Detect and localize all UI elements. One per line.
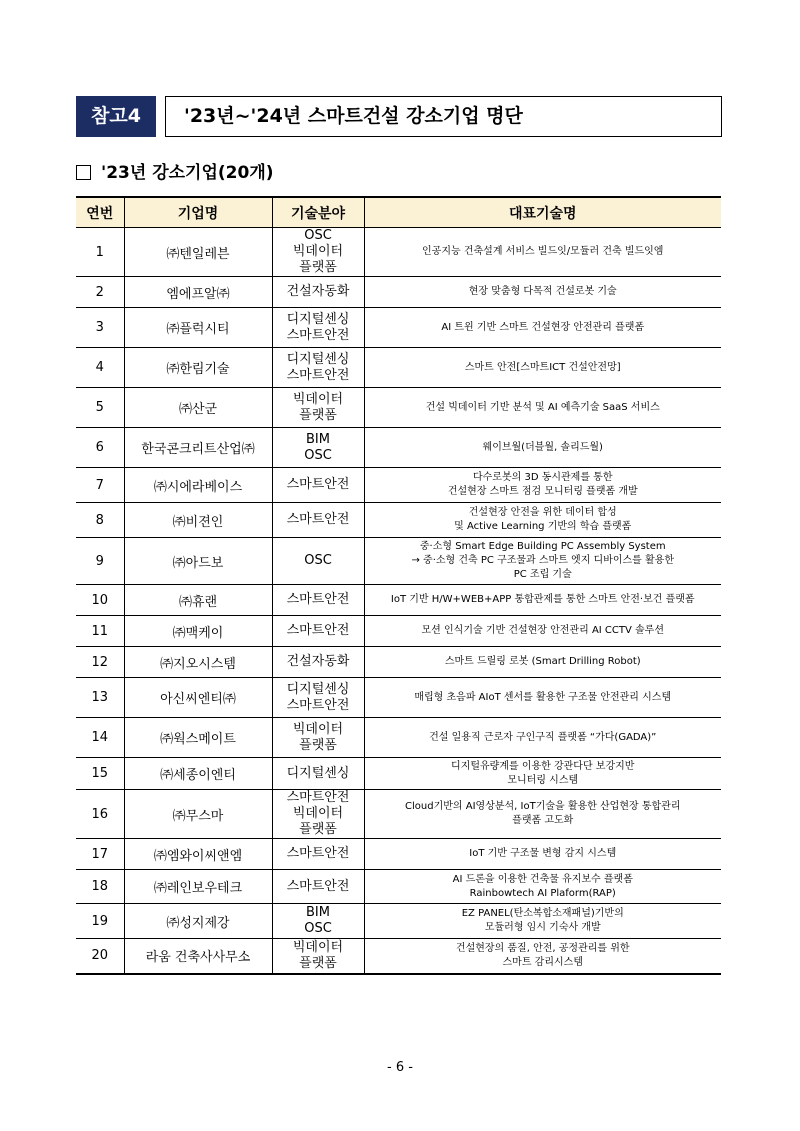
tech-name-cell [364,428,721,468]
tech-field: 스마트안전 [286,697,350,713]
tech-field: 빅데이터 [292,391,344,407]
row-number: 13 [76,678,124,718]
tech-name-cell [364,308,721,348]
tech-name-line: IoT 기반 구조물 변형 감지 시스템 [469,848,617,859]
tech-field-cell [272,904,364,939]
table-row [76,538,721,585]
tech-name-cell [364,585,721,616]
tech-field: 스마트안전 [286,512,350,527]
tech-field-cell [272,308,364,348]
tech-name-line: PC 조립 기술 [513,569,572,580]
tech-name-cell [364,348,721,388]
header-no: 연번 [76,197,124,228]
row-number: 16 [76,790,124,839]
tech-field: 디지털센싱 [286,351,350,367]
tech-field: 플랫폼 [299,822,337,837]
tech-field: 빅데이터 [292,721,344,737]
row-number: 9 [76,538,124,585]
tech-name-line: 스마트 안전[스마트ICT 건설안전망] [464,361,621,373]
company-name: ㈜엠와이씨앤엠 [124,839,272,870]
row-number: 6 [76,428,124,468]
tech-field: 플랫폼 [299,955,337,971]
table-row [76,503,721,538]
tech-name-line: 매립형 초음파 AIoT 센서를 활용한 구조물 안전관리 시스템 [414,691,672,703]
tech-field-cell [272,678,364,718]
company-name: ㈜지오시스템 [124,647,272,678]
row-number: 7 [76,468,124,503]
tech-field: 디지털센싱 [286,765,350,781]
tech-field: OSC [304,921,332,936]
tech-name-line: 웨이브월(더블월, 솔리드월) [482,441,603,453]
tech-field: 빅데이터 [292,806,344,821]
company-name: ㈜맥케이 [124,616,272,647]
row-number: 14 [76,718,124,758]
tech-name-cell [364,758,721,790]
section-heading [76,158,274,183]
header-company: 기업명 [124,197,272,228]
tech-name-cell [364,388,721,428]
tech-name-cell [364,678,721,718]
company-table [76,196,721,975]
table-row [76,308,721,348]
row-number: 3 [76,308,124,348]
tech-field-cell [272,718,364,758]
tech-name-line: 건설현장 스마트 점검 모니터링 플랫폼 개발 [447,486,638,497]
tech-field: 건설자동화 [286,284,350,299]
tech-field: 디지털센싱 [286,311,350,327]
table-row [76,870,721,904]
tech-field: 스마트안전 [286,327,350,343]
company-name: ㈜한림기술 [124,348,272,388]
header-tech: 대표기술명 [364,197,721,228]
tech-name-cell [364,790,721,839]
tech-name-line: AI 드론을 이용한 건축물 유지보수 플랫폼 [452,873,633,885]
tech-name-cell [364,616,721,647]
table-row [76,718,721,758]
tech-field: 디지털센싱 [286,681,350,697]
tech-name-line: 건설 일용직 근로자 구인구직 플랫폼 “가다(GADA)” [429,731,657,743]
tech-name-line: 플랫폼 고도화 [512,815,574,826]
company-name: ㈜아드보 [124,538,272,585]
tech-name-cell [364,468,721,503]
tech-name-line: 모니터링 시스템 [507,774,579,786]
tech-field-cell [272,758,364,790]
tech-name-cell [364,647,721,678]
table-row [76,228,721,277]
tech-name-line: 디지털유량계를 이용한 강관다단 보강지반 [451,760,635,772]
tech-name-line: 현장 맞춤형 다목적 건설로봇 기술 [468,286,617,297]
tech-field-cell [272,277,364,308]
tech-name-line: AI 트윈 기반 스마트 건설현장 안전관리 플랫폼 [441,321,645,333]
company-name: ㈜세종이엔티 [124,758,272,790]
tech-field: OSC [304,447,332,463]
tech-name-line: Cloud기반의 AI영상분석, IoT기술을 활용한 산업현장 통합관리 [405,801,681,812]
tech-name-cell [364,870,721,904]
company-name: 엠에프알㈜ [124,277,272,308]
tech-name-cell [364,718,721,758]
tech-name-line: 건설현장의 품질, 안전, 공정관리를 위한 [455,942,630,954]
tech-name-line: 다수로봇의 3D 동시관제를 통한 [472,472,613,483]
company-name: 아신씨엔티㈜ [124,678,272,718]
tech-field: 플랫폼 [299,737,337,753]
tech-name-line: 인공지능 건축설계 서비스 빌드잇/모듈러 건축 빌드잇엠 [422,246,664,257]
row-number: 8 [76,503,124,538]
tech-name-cell [364,839,721,870]
tech-field: 빅데이터 [292,939,344,955]
tech-field: BIM [306,431,330,447]
tech-field-cell [272,839,364,870]
checkbox-square-icon [76,165,91,180]
table-row [76,904,721,939]
tech-field: 빅데이터 [292,244,344,259]
title-row [76,96,722,137]
tech-field: OSC [304,228,332,243]
tech-name-line: → 중·소형 건축 PC 구조물과 스마트 엣지 디바이스를 활용한 [411,555,675,566]
tech-name-line: IoT 기반 H/W+WEB+APP 통합관제를 통한 스마트 안전·보건 플랫폼 [390,594,695,605]
tech-field-cell [272,388,364,428]
row-number: 10 [76,585,124,616]
page-title: '23년~'24년 스마트건설 강소기업 명단 [165,96,722,137]
table-row [76,647,721,678]
company-name: ㈜성지제강 [124,904,272,939]
tech-field-cell [272,616,364,647]
table-body [76,228,721,974]
table-row [76,468,721,503]
table-row [76,839,721,870]
row-number: 4 [76,348,124,388]
table-row [76,585,721,616]
tech-name-cell [364,228,721,277]
table-row [76,348,721,388]
tech-field: 스마트안전 [286,477,350,492]
tech-field: 스마트안전 [286,878,350,894]
tech-field: BIM [306,905,330,920]
tech-field: 스마트안전 [286,592,350,607]
tech-name-cell [364,939,721,974]
row-number: 11 [76,616,124,647]
company-name: ㈜비젼인 [124,503,272,538]
row-number: 19 [76,904,124,939]
table-row [76,388,721,428]
tech-name-line: 건설현장 안전을 위한 데이터 합성 [468,507,617,518]
tech-field: 플랫폼 [299,407,337,423]
page-number: - 6 - [387,1060,413,1075]
row-number: 15 [76,758,124,790]
company-name: ㈜산군 [124,388,272,428]
tech-field-cell [272,585,364,616]
tech-name-line: 스마트 드릴링 로봇 (Smart Drilling Robot) [444,656,641,667]
tech-field-cell [272,503,364,538]
tech-field: 스마트안전 [286,846,350,861]
table-row [76,790,721,839]
company-name: 라움 건축사사무소 [124,939,272,974]
table-row [76,758,721,790]
company-name: 한국콘크리트산업㈜ [124,428,272,468]
company-name: ㈜휴랜 [124,585,272,616]
tech-field-cell [272,870,364,904]
row-number: 20 [76,939,124,974]
row-number: 18 [76,870,124,904]
tech-name-line: 건설 빅데이터 기반 분석 및 AI 예측기술 SaaS 서비스 [425,401,660,413]
table-row [76,428,721,468]
tech-field-cell [272,228,364,277]
table-row [76,678,721,718]
tech-name-line: 모듈러형 임시 기숙사 개발 [484,922,601,933]
tech-field: 스마트안전 [286,367,350,383]
tech-name-cell [364,904,721,939]
tech-name-line: 및 Active Learning 기반의 학습 플랫폼 [454,521,632,532]
reference-badge: 참고4 [76,96,156,137]
tech-field-cell [272,348,364,388]
tech-field-cell [272,538,364,585]
tech-field: 플랫폼 [299,260,337,275]
tech-field-cell [272,939,364,974]
tech-field-cell [272,790,364,839]
tech-name-cell [364,277,721,308]
section-title: '23년 강소기업(20개) [101,163,274,183]
tech-name-line: 스마트 감리시스템 [502,956,583,968]
header-field: 기술분야 [272,197,364,228]
row-number: 12 [76,647,124,678]
tech-field: 스마트안전 [286,623,350,638]
tech-name-cell [364,538,721,585]
company-name: ㈜레인보우테크 [124,870,272,904]
row-number: 1 [76,228,124,277]
company-name: ㈜텐일레븐 [124,228,272,277]
company-name: ㈜시에라베이스 [124,468,272,503]
tech-field-cell [272,428,364,468]
tech-name-line: 모션 인식기술 기반 건설현장 안전관리 AI CCTV 솔루션 [421,625,664,636]
tech-field-cell [272,468,364,503]
company-name: ㈜플럭시티 [124,308,272,348]
tech-field-cell [272,647,364,678]
company-name: ㈜무스마 [124,790,272,839]
table-header-row [76,197,721,228]
table-row [76,616,721,647]
table-row [76,939,721,974]
tech-field: 건설자동화 [286,654,350,669]
tech-name-line: 중·소형 Smart Edge Building PC Assembly System [419,541,666,552]
tech-field: 스마트안전 [286,790,350,805]
tech-field: OSC [304,553,332,568]
row-number: 5 [76,388,124,428]
tech-name-line: EZ PANEL(탄소복합소재패널)기반의 [461,908,624,919]
row-number: 2 [76,277,124,308]
row-number: 17 [76,839,124,870]
table-row [76,277,721,308]
company-name: ㈜웍스메이트 [124,718,272,758]
tech-name-cell [364,503,721,538]
tech-name-line: Rainbowtech AI Plaform(RAP) [469,887,616,899]
